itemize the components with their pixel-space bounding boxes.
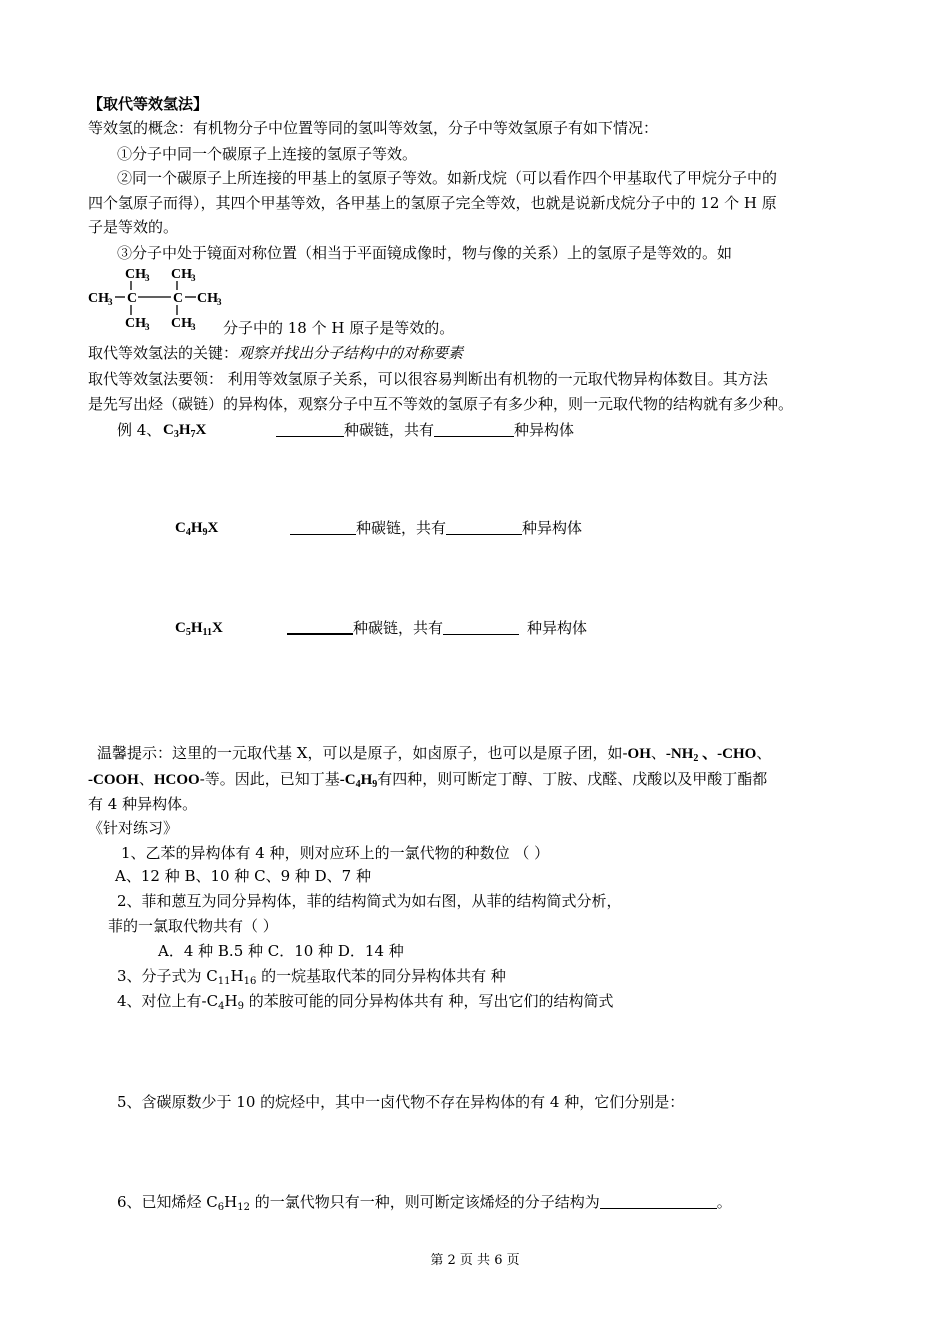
svg-text:3: 3 [217,297,222,307]
rule-1: ①分子中同一个碳原子上连接的氢原子等效。 [117,145,418,163]
ch3-top-right [171,267,196,283]
ch3-top-left [125,267,150,283]
svg-text:CH: CH [125,316,146,331]
svg-text:CH: CH [125,267,146,282]
ch3-right [197,291,222,307]
key-line [88,343,463,363]
carbon-chain-blank[interactable] [290,520,356,535]
svg-text:3: 3 [191,322,196,332]
concept-text: 等效氢的概念：有机物分子中位置等同的氢叫等效氢，分子中等效氢原子有如下情况： [88,119,659,137]
isomer-blank[interactable] [443,620,519,635]
question-2-line-2: 菲的一氯取代物共有（ ） [108,917,278,935]
question-2-options: A．4 种 B.5 种 C．10 种 D．14 种 [158,942,404,960]
tip-line-2: -COOH、HCOO-等。因此，已知丁基$-C_4H_9$有四种，则可断定丁醇、丁胺、戊醛、戊酸以及甲酸丁酯都 [88,770,768,790]
formula-c4h9x: $C_4H_9X$ [175,520,219,538]
carbon-chain-blank[interactable] [276,422,344,437]
ch3-bottom-left [125,316,150,332]
svg-text:3: 3 [191,273,196,283]
svg-text:3: 3 [145,273,150,283]
svg-text:CH: CH [197,291,218,306]
key-text: 观察并找出分子结构中的对称要素 [238,344,464,362]
question-1-options: A、12 种 B、10 种 C、9 种 D、7 种 [115,867,371,885]
page-footer: 第 2 页 共 6 页 [430,1253,520,1268]
structural-formula [85,265,230,333]
method-line-1: 取代等效氢法要领： 利用等效氢原子关系，可以很容易判断出有机物的一元取代物异构体数目。其方法 [88,370,768,388]
formula-c5h11x: $C_5H_{11}X$ [175,620,223,638]
section-title: 【取代等效氢法】 [88,95,209,113]
practice-title: 《针对练习》 [88,819,179,837]
rule-3-line-2: 分子中的 18 个 H 原子是等效的。 [223,319,455,337]
ch3-bottom-right [171,316,196,332]
example-4-blanks: 种碳链，共有 种异构体 [276,420,574,440]
svg-text:CH: CH [171,267,192,282]
c5-blanks: 种碳链，共有 种异构体 [287,618,587,638]
isomer-blank[interactable] [434,422,514,437]
formula-c3h7x: $C_3H_7X$ [163,422,207,440]
svg-text:CH: CH [88,291,109,306]
c4-blanks: 种碳链，共有 种异构体 [290,518,582,538]
method-line-2: 是先写出烃（碳链）的异构体，观察分子中互不等效的氢原子有多少种，则一元取代物的结构就有多少种。 [88,395,794,413]
rule-3-line-1: ③分子中处于镜面对称位置（相当于平面镜成像时，物与像的关系）上的氢原子是等效的。如 [117,244,733,262]
example-4-prefix: 例 4、 [117,421,162,439]
rule-2-line-1: ②同一个碳原子上所连接的甲基上的氢原子等效。如新戊烷（可以看作四个甲基取代了甲烷分子中的 [117,169,778,187]
svg-text:CH: CH [171,316,192,331]
rule-2-line-2: 四个氢原子而得），其四个甲基等效，各甲基上的氢原子完全等效，也就是说新戊烷分子中的 12 个 H 原 [88,194,777,212]
tip-line-3: 有 4 种异构体。 [88,795,198,813]
ch3-left [88,291,113,307]
key-label: 取代等效氢法的关键： [88,344,239,362]
carbon-chain-blank[interactable] [287,619,353,635]
svg-text:3: 3 [108,297,113,307]
tip-line-1: 温馨提示：这里的一元取代基 X，可以是原子，如卤原子，也可以是原子团，如-OH、$-NH_2$ 、-CHO、 [97,744,772,764]
carbon-left: C [127,291,138,306]
rule-2-line-3: 子是等效的。 [88,218,179,236]
isomer-blank[interactable] [446,520,522,535]
question-2-line-1: 2、菲和蒽互为同分异构体，菲的结构简式为如右图，从菲的结构简式分析， [117,892,622,910]
carbon-right: C [173,291,184,306]
question-1: 1、乙苯的异构体有 4 种，则对应环上的一氯代物的种数位 （ ） [121,844,550,862]
question-3: 3、分子式为 $C_{11}H_{16}$ 的一烷基取代苯的同分异构体共有 种 [117,967,506,987]
question-5: 5、含碳原数少于 10 的烷烃中，其中一卤代物不存在异构体的有 4 种，它们分别是： [117,1093,685,1111]
question-6: 6、已知烯烃 $C_6H_{12}$ 的一氯代物只有一种，则可断定该烯烃的分子结构为 。 [117,1193,732,1213]
svg-text:3: 3 [145,322,150,332]
structure-answer-blank[interactable] [600,1194,717,1209]
question-4: 4、对位上有$-C_4H_9$ 的苯胺可能的同分异构体共有 种，写出它们的结构简式 [117,992,614,1012]
